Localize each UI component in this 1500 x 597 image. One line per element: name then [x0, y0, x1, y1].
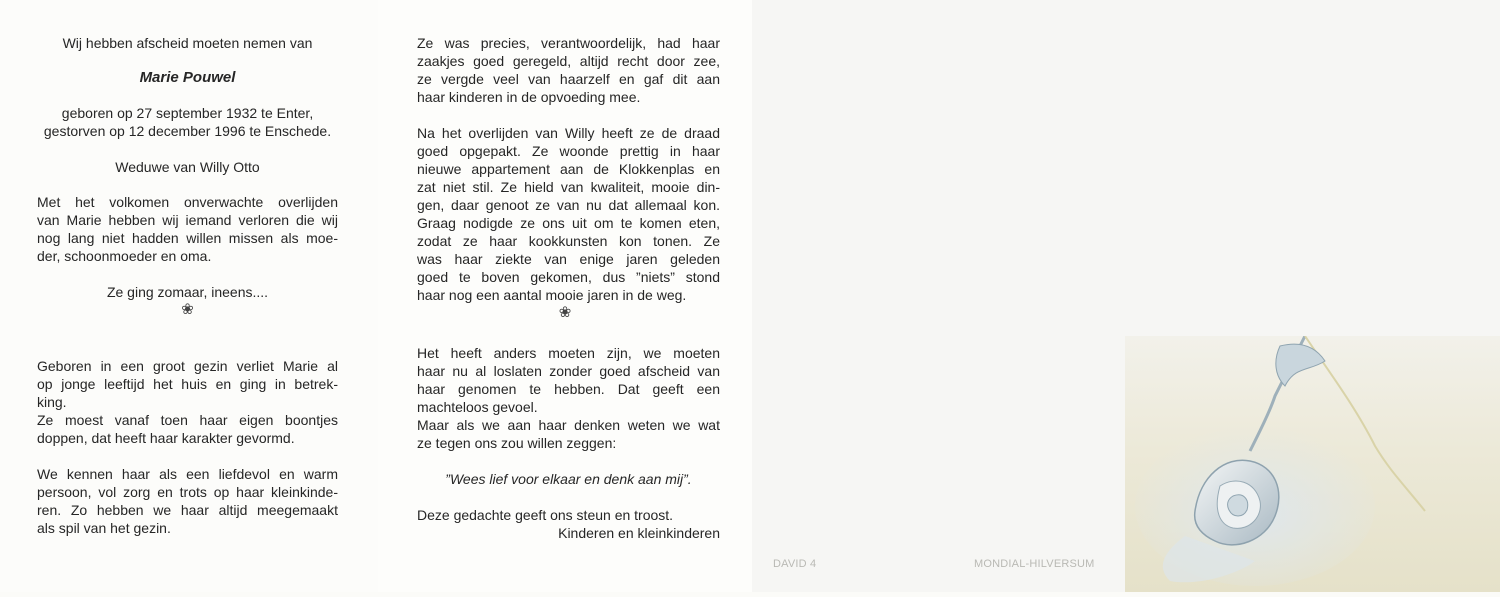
text-line: doppen, dat heeft haar karakter gevormd. [37, 430, 295, 446]
text-line: goed te boven gekomen, dus ”niets” stond [417, 269, 720, 285]
rose-illustration [1125, 336, 1500, 592]
text-line: Met het volkomen onverwachte overlijden [37, 194, 338, 210]
text-line: Maar als we aan haar denken weten we wat [417, 417, 720, 433]
text-line: haar genomen te hebben. Dat geeft een [417, 381, 720, 397]
paragraph-6 [417, 344, 720, 452]
text-line: haar nu al loslaten zonder goed afscheid van [417, 363, 720, 379]
text-line: der, schoonmoeder en oma. [37, 248, 212, 264]
text-line: ren. Zo hebben we haar altijd meegemaakt [37, 502, 338, 518]
text-line: king. [37, 394, 67, 410]
flower-ornament-icon: ❀ [558, 304, 572, 321]
text-line: op jonge leeftijd het huis en ging in betrek- [37, 376, 338, 392]
left-panel [0, 0, 378, 592]
paragraph-5 [417, 124, 720, 304]
text-line: goed opgepakt. Ze woonde prettig in haar [417, 143, 720, 159]
intro-text: Wij hebben afscheid moeten nemen van [62, 35, 313, 51]
birth-line: geboren op 27 september 1932 te Enter, [61, 105, 314, 121]
model-label: DAVID 4 [773, 558, 817, 570]
text-line: persoon, vol zorg en trots op haar kleinkinde- [37, 484, 338, 500]
paragraph-4 [417, 34, 720, 106]
text-line: zaakjes goed geregeld, altijd recht door zee, [417, 53, 720, 69]
text-line: nieuwe appartement aan de Klokkenplas en [417, 161, 720, 177]
widow-line: Weduwe van Willy Otto [115, 159, 260, 175]
text-line: van Marie hebben wij iemand verloren die wij [37, 212, 338, 228]
closing-line: Deze gedachte geeft ons steun en troost. [417, 507, 674, 523]
quote-text: Ze ging zomaar, ineens.... [106, 284, 269, 300]
text-line: ze tegen ons zou willen zeggen: [417, 435, 617, 451]
text-line: Graag nodigde ze ons uit om te komen eten, [417, 215, 720, 231]
text-line: Het heeft anders moeten zijn, we moeten [417, 345, 720, 361]
text-line: Ze was precies, verantwoordelijk, had haar [417, 35, 720, 51]
final-quote: ”Wees lief voor elkaar en denk aan mij”. [445, 471, 692, 487]
text-line: haar nog een aantal mooie jaren in de weg. [417, 287, 687, 303]
middle-panel [378, 0, 752, 592]
death-line: gestorven op 12 december 1996 te Enschede. [43, 123, 332, 139]
text-line: Ze moest vanaf toen haar eigen boontjes [37, 412, 338, 428]
text-line: zodat ze haar kookkunsten kon tonen. Ze [417, 233, 720, 249]
signature-line: Kinderen en kleinkinderen [558, 525, 720, 541]
text-line: ze vergde veel van haarzelf en gaf dit aan [417, 71, 720, 87]
text-line: Geboren in een groot gezin verliet Marie al [37, 358, 338, 374]
rose-icon [1125, 336, 1500, 592]
text-line: Na het overlijden van Willy heeft ze de draad [417, 125, 720, 141]
deceased-name: Marie Pouwel [139, 69, 236, 86]
text-line: nog lang niet hadden willen missen als moe- [37, 230, 338, 246]
text-line: was haar ziekte van enige jaren geleden [417, 251, 720, 267]
text-line: haar kinderen in de opvoeding mee. [417, 89, 641, 105]
paragraph-1 [37, 193, 338, 265]
text-line: We kennen haar als een liefdevol en warm [37, 466, 338, 482]
paragraph-2 [37, 357, 338, 447]
text-line: machteloos gevoel. [417, 399, 538, 415]
text-line: zat niet stil. Ze hield van kwaliteit, mooie din- [417, 179, 720, 195]
text-line: gen, daar genoot ze van nu dat allemaal kon. [417, 197, 720, 213]
paragraph-3 [37, 465, 338, 537]
text-line: als spil van het gezin. [37, 520, 171, 536]
printer-label: MONDIAL-HILVERSUM [974, 558, 1095, 570]
flower-ornament-icon: ❀ [181, 301, 194, 318]
